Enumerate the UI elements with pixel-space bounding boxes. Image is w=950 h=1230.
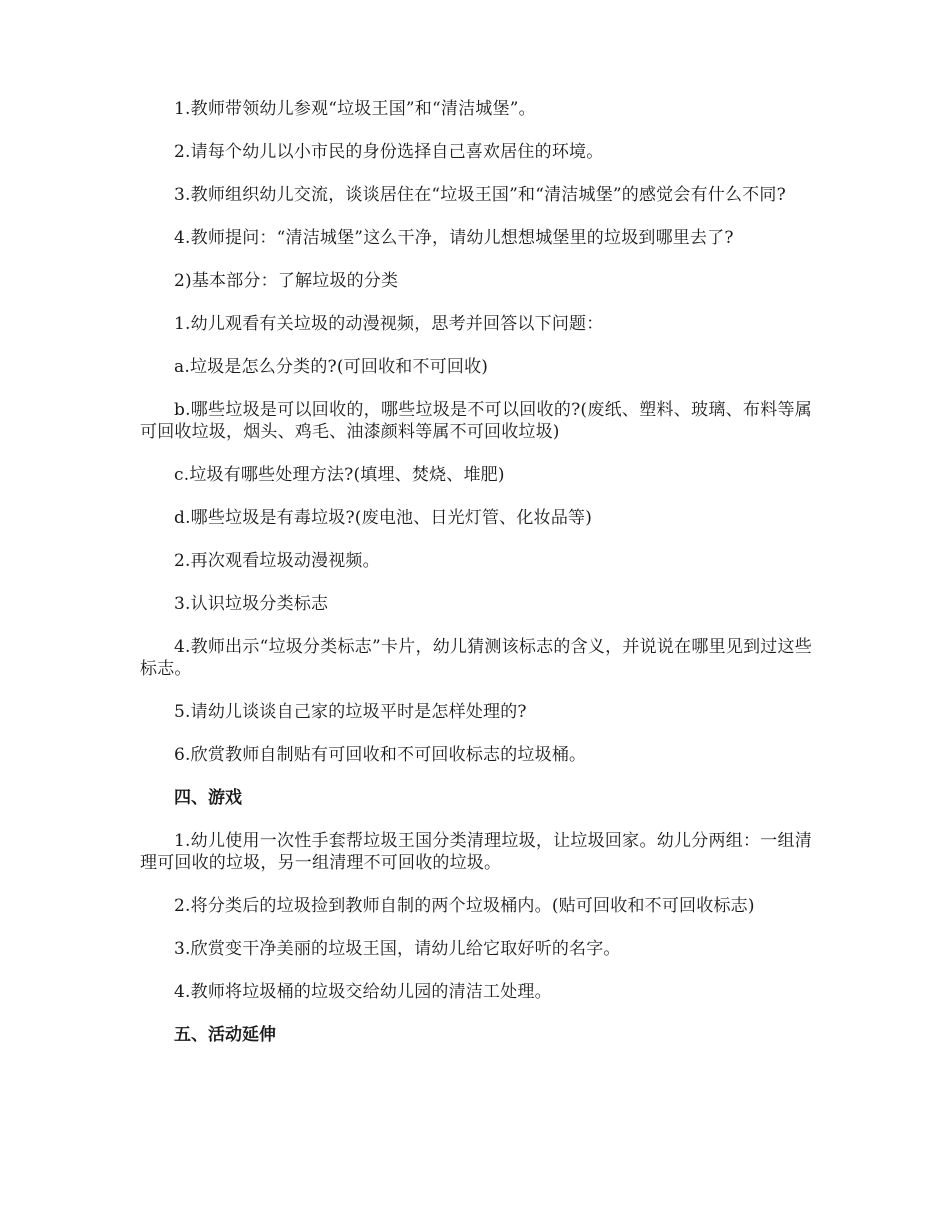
paragraph: c.垃圾有哪些处理方法?(填埋、焚烧、堆肥) (174, 465, 505, 485)
section-heading: 五、活动延伸 (174, 1025, 276, 1045)
paragraph: 1.幼儿观看有关垃圾的动漫视频，思考并回答以下问题： (174, 314, 604, 334)
paragraph: d.哪些垃圾是有毒垃圾?(废电池、日光灯管、化妆品等) (174, 508, 593, 528)
paragraph: 3.认识垃圾分类标志 (174, 594, 329, 614)
paragraph: 3.欣赏变干净美丽的垃圾王国，请幼儿给它取好听的名字。 (174, 939, 621, 959)
paragraph: a.垃圾是怎么分类的?(可回收和不可回收) (174, 357, 489, 377)
paragraph: 1.幼儿使用一次性手套帮垃圾王国分类清理垃圾，让垃圾回家。幼儿分两组：一组清理可回收的垃圾，另一组清理不可回收的垃圾。 (140, 831, 812, 873)
document-body (140, 98, 812, 1067)
paragraph: 5.请幼儿谈谈自己家的垃圾平时是怎样处理的? (174, 702, 527, 722)
paragraph: 4.教师将垃圾桶的垃圾交给幼儿园的清洁工处理。 (174, 982, 552, 1002)
paragraph: 6.欣赏教师自制贴有可回收和不可回收标志的垃圾桶。 (174, 745, 587, 765)
paragraph: 2.将分类后的垃圾捡到教师自制的两个垃圾桶内。(贴可回收和不可回收标志) (174, 896, 755, 916)
paragraph: 3.教师组织幼儿交流，谈谈居住在“垃圾王国”和“清洁城堡”的感觉会有什么不同? (174, 185, 786, 205)
subsection-label: 2)基本部分：了解垃圾的分类 (174, 271, 399, 291)
paragraph: 4.教师出示“垃圾分类标志”卡片，幼儿猜测该标志的含义，并说说在哪里见到过这些标志。 (140, 637, 812, 679)
paragraph: 4.教师提问：“清洁城堡”这么干净，请幼儿想想城堡里的垃圾到哪里去了? (174, 228, 734, 248)
paragraph: 2.再次观看垃圾动漫视频。 (174, 551, 380, 571)
paragraph: 1.教师带领幼儿参观“垃圾王国”和“清洁城堡”。 (174, 99, 536, 119)
paragraph: 2.请每个幼儿以小市民的身份选择自己喜欢居住的环境。 (174, 142, 604, 162)
section-heading: 四、游戏 (174, 788, 242, 808)
paragraph: b.哪些垃圾是可以回收的，哪些垃圾是不可以回收的?(废纸、塑料、玻璃、布料等属可回收垃圾，烟头、鸡毛、油漆颜料等属不可回收垃圾) (140, 400, 812, 442)
